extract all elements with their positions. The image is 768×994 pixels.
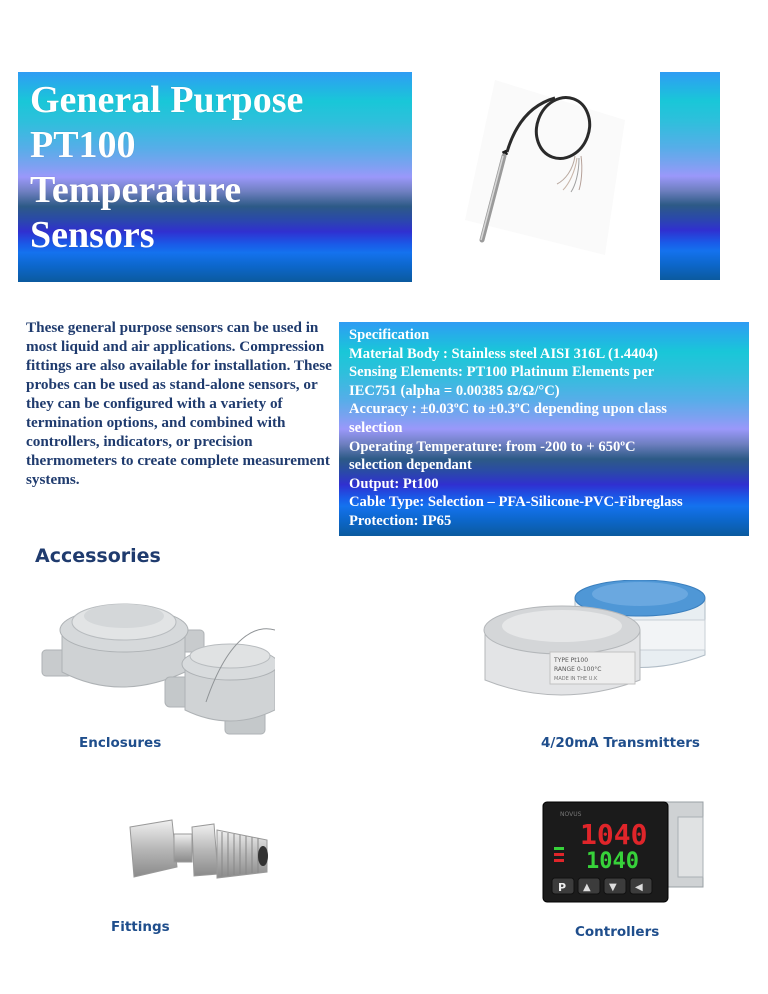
probe-image: [465, 80, 625, 255]
spec-cable-type: Cable Type: Selection – PFA-Silicone-PVC-Fibreglass: [349, 494, 683, 511]
fittings-image: [122, 812, 272, 892]
spec-operating-temp-cont: selection dependant: [349, 457, 472, 474]
spec-heading: Specification: [349, 327, 430, 343]
spec-sensing-cont: IEC751 (alpha = 0.00385 Ω/Ω/°C): [349, 382, 560, 399]
spec-material: Material Body : Stainless steel AISI 316L (1.4404): [349, 345, 658, 362]
controller-pv-display: 1040: [580, 818, 648, 851]
title-line-1: General Purpose: [30, 79, 304, 121]
controller-button-down-icon: ▼: [609, 882, 617, 893]
title-line-4: Sensors: [30, 214, 155, 256]
decorative-banner: [660, 72, 720, 280]
specification-box: [339, 322, 749, 536]
spec-accuracy-cont: selection: [349, 419, 403, 436]
svg-text:TYPE Pt100: TYPE Pt100: [554, 657, 589, 664]
accessory-label-controllers: Controllers: [575, 924, 660, 940]
accessories-heading: Accessories: [35, 545, 161, 567]
accessory-label-fittings: Fittings: [111, 919, 170, 935]
controller-button-left-icon: ◀: [635, 882, 643, 893]
title-banner: [18, 72, 412, 282]
intro-paragraph: These general purpose sensors can be used in most liquid and air applications. Compression fittings are also available for installation. These probes can be used as stand-alone sensors, or they can be configured with a variety of termination options, and combined with controllers, indicators, or precision thermometers to create complete measurement systems.: [26, 319, 332, 488]
accessory-label-transmitters: 4/20mA Transmitters: [541, 735, 700, 751]
svg-text:RANGE 0-100°C: RANGE 0-100°C: [554, 666, 602, 673]
spec-sensing: Sensing Elements: PT100 Platinum Elements per: [349, 364, 655, 381]
spec-protection: Protection: IP65: [349, 512, 452, 529]
spec-operating-temp: Operating Temperature: from -200 to + 650ºC: [349, 438, 636, 455]
transmitters-image: [480, 580, 735, 705]
title-line-3: Temperature: [30, 169, 242, 211]
accessory-label-enclosures: Enclosures: [79, 735, 162, 751]
controller-button-p: P: [558, 881, 567, 894]
spec-accuracy: Accuracy : ±0.03ºC to ±0.3ºC depending upon class: [349, 401, 667, 418]
title-line-2: PT100: [30, 124, 136, 166]
svg-text:MADE IN THE U.K: MADE IN THE U.K: [554, 676, 598, 682]
enclosures-image: [40, 592, 275, 737]
controller-button-up-icon: ▲: [583, 882, 591, 893]
controller-sv-display: 1040: [586, 849, 639, 874]
spec-output: Output: Pt100: [349, 475, 439, 492]
controllers-image: [538, 792, 708, 904]
svg-text:NOVUS: NOVUS: [560, 811, 582, 818]
